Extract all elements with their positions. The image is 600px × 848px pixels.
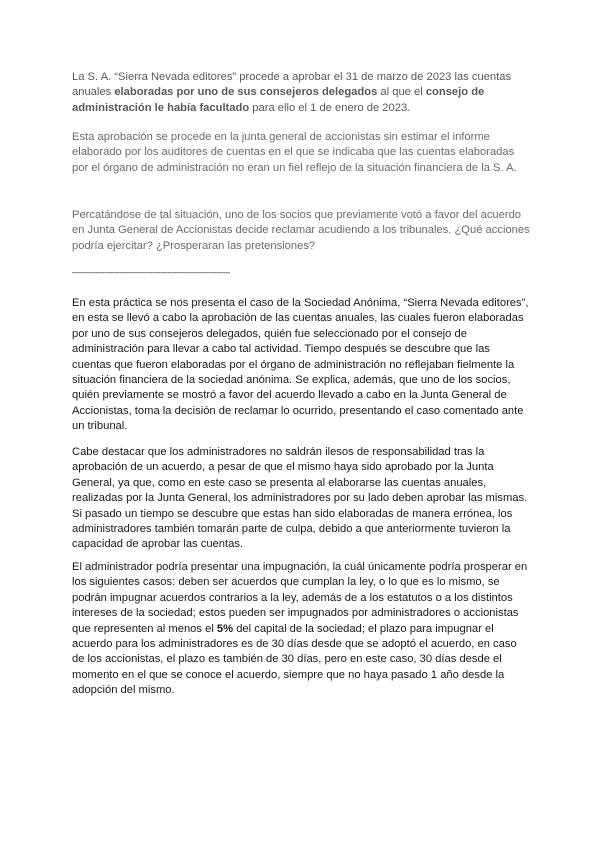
bold-phrase: 5% bbox=[216, 622, 234, 635]
separator-line: ——------------------------------------------------------------------ bbox=[72, 269, 230, 277]
answer-paragraph-1: En esta práctica se nos presenta el caso de la Sociedad Anónima, “Sierra Nevada editores”, en esta se llevó a cabo la aprobación de las cuentas anuales, las cuales fueron elaboradas por uno de sus consejeros delegados, quién fue seleccionado por el consejo de administración para llevar a cabo tal actividad. Tiempo después se descubre que las cuentas que fueron elaboradas por el órgano de administración no reflejaban fielmente la situación financiera de la sociedad anónima. Se explica, además, que uno de los socios, quién previamente se mostró a favor del acuerdo llevado a cabo en la Junta General de Accionistas, toma la decisión de reclamar lo ocurrido, presentando el caso comentado ante un tribunal. bbox=[72, 297, 529, 433]
bold-phrase: elaboradas por uno de sus consejeros delegados bbox=[114, 86, 378, 99]
question-paragraph-3: Percatándose de tal situación, uno de los socios que previamente votó a favor del acuerdo en Junta General de Accionistas decide reclamar acudiendo a los tribunales. ¿Qué acciones podría ejercitar? ¿Prosperaran las pretensiones? bbox=[72, 209, 530, 252]
bold-phrase: consejo de administración le había facultado bbox=[72, 86, 485, 114]
question-paragraph-2: Esta aprobación se procede en la junta general de accionistas sin estimar el informe elaborado por los auditores de cuentas en el que se indicaba que las cuentas elaboradas por el órgano de administración no eran un fiel reflejo de la situación financiera de la S. A. bbox=[72, 131, 517, 174]
answer-paragraph-3: El administrador podría presentar una impugnación, la cuál únicamente podría prosperar en los siguientes casos: deben ser acuerdos que cumplan la ley, o lo que es lo mismo, se podrán impugnar acuerdos contrarios a la ley, además de a los estatutos o a los distintos intereses de la sociedad; estos pueden ser impugnados por administradores o accionistas que representen al menos el 5% del capital de la sociedad; el plazo para impugnar el acuerdo para los administradores es de 30 días desde que se adoptó el acuerdo, en caso de los accionistas, el plazo es también de 30 días, pero en este caso, 30 días desde el momento en el que se conoce el acuerdo, siempre que no haya pasado 1 año desde la adopción del mismo. bbox=[72, 561, 528, 697]
answer-paragraph-2: Cabe destacar que los administradores no saldrán ilesos de responsabilidad tras la aprobación de un acuerdo, a pesar de que el mismo haya sido aprobado por la Junta General, ya que, como en este caso se presenta al elaborarse las cuentas anuales, realizadas por la Junta General, los administradores por su lado deben aprobar las mismas. Si pasado un tiempo se descubre que estas han sido elaboradas de manera errónea, los administradores también tomarán parte de culpa, debido a que anteriormente tuvieron la capacidad de aprobar las cuentas. bbox=[72, 446, 528, 551]
question-paragraph-1: La S. A. “Sierra Nevada editores” procede a aprobar el 31 de marzo de 2023 las cuentas anuales elaboradas por uno de sus consejeros delegados al que el consejo de administración le había facultado para ello el 1 de enero de 2023. bbox=[72, 71, 512, 114]
